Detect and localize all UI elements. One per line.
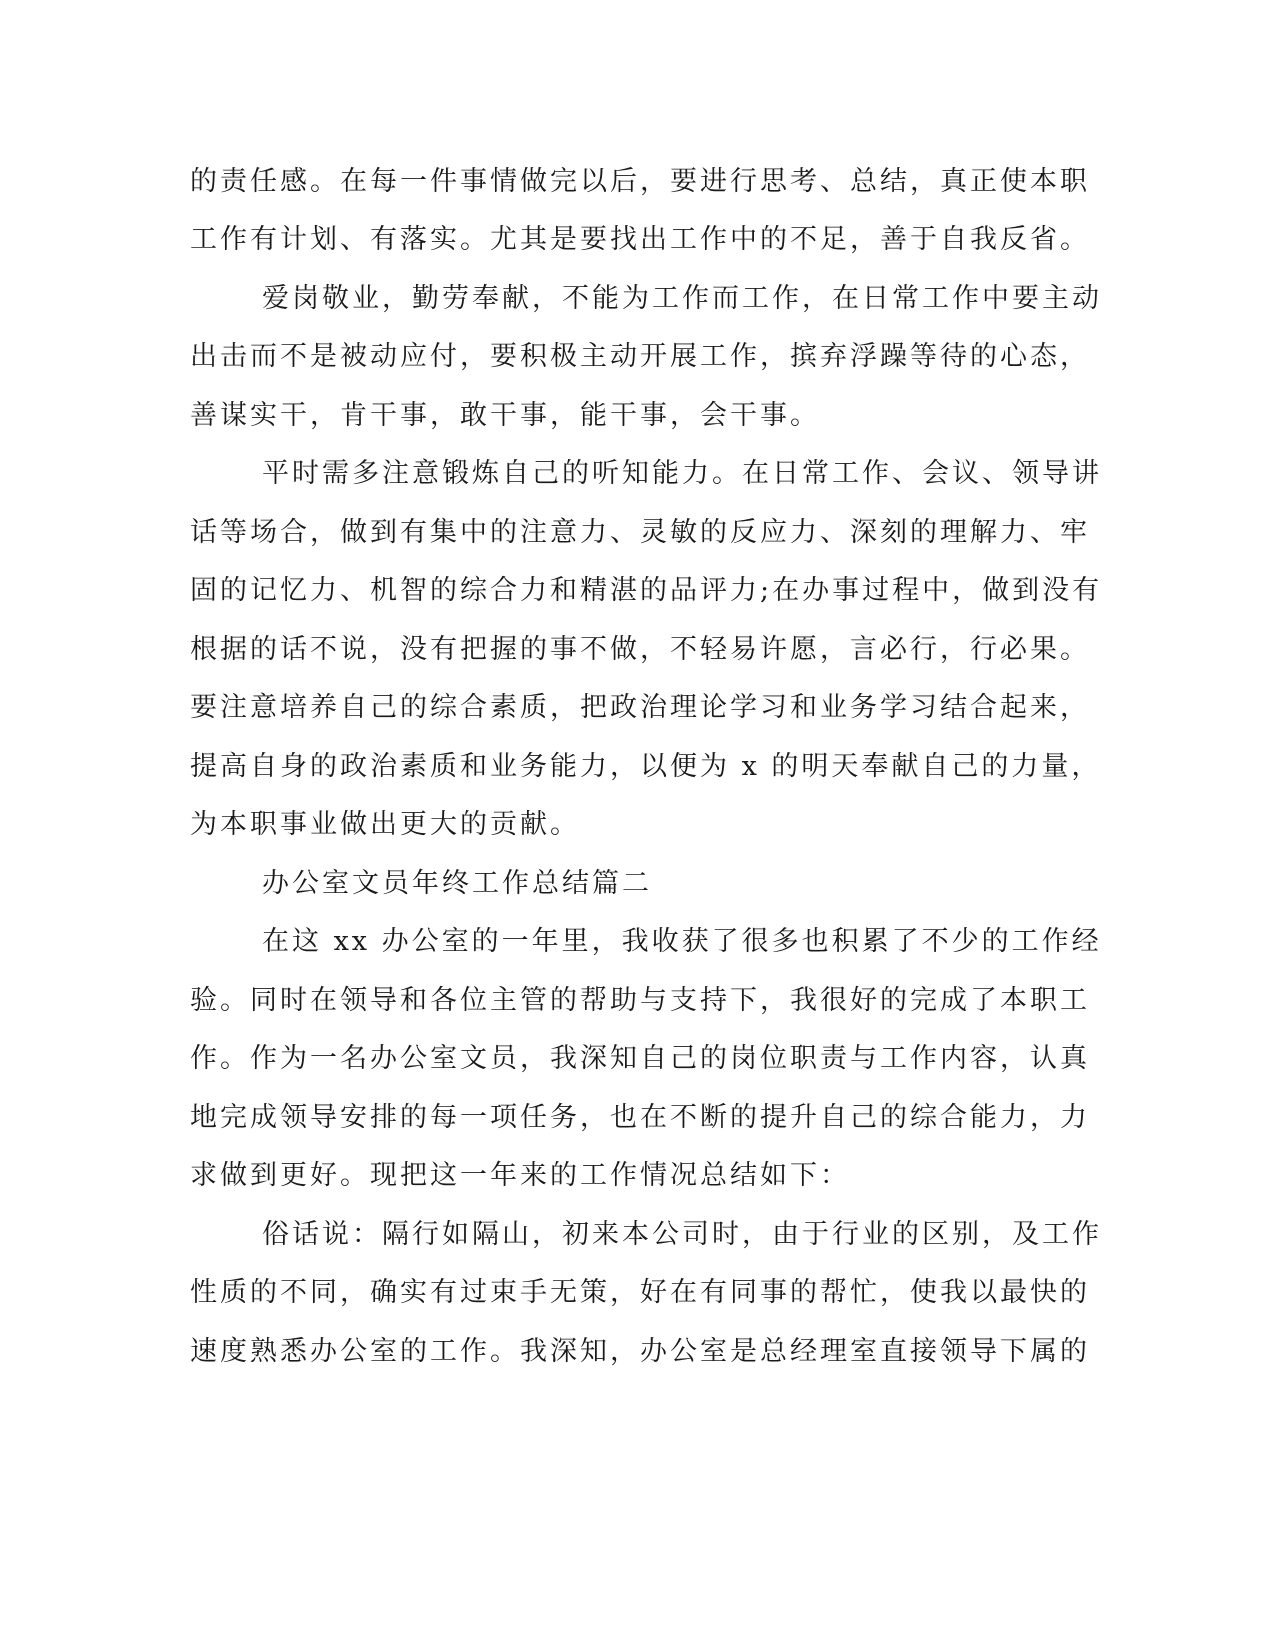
text-line: 话等场合，做到有集中的注意力、灵敏的反应力、深刻的理解力、牢 [190, 517, 1090, 548]
text-line: 为本职事业做出更大的贡献。 [190, 809, 580, 840]
text-line: 的责任感。在每一件事情做完以后，要进行思考、总结，真正使本职 [190, 166, 1090, 197]
text-line: 作。作为一名办公室文员，我深知自己的岗位职责与工作内容，认真 [190, 1043, 1090, 1074]
text-line: 根据的话不说，没有把握的事不做，不轻易许愿，言必行，行必果。 [190, 634, 1090, 665]
section-heading: 办公室文员年终工作总结篇二 [262, 868, 652, 899]
text-line: 要注意培养自己的综合素质，把政治理论学习和业务学习结合起来， [190, 692, 1090, 723]
text-line: 出击而不是被动应付，要积极主动开展工作，摈弃浮躁等待的心态， [190, 341, 1090, 372]
paragraph-first-line: 俗话说：隔行如隔山，初来本公司时，由于行业的区别，及工作 [262, 1219, 1102, 1250]
text-line: 求做到更好。现把这一年来的工作情况总结如下： [190, 1160, 850, 1191]
text-line: 验。同时在领导和各位主管的帮助与支持下，我很好的完成了本职工 [190, 985, 1090, 1016]
text-line: 固的记忆力、机智的综合力和精湛的品评力;在办事过程中，做到没有 [190, 575, 1103, 606]
text-line: 地完成领导安排的每一项任务，也在不断的提升自己的综合能力，力 [190, 1102, 1090, 1133]
text-line: 速度熟悉办公室的工作。我深知，办公室是总经理室直接领导下属的 [190, 1336, 1090, 1367]
paragraph-first-line: 在这 xx 办公室的一年里，我收获了很多也积累了不少的工作经 [262, 926, 1102, 957]
paragraph-first-line: 平时需多注意锻炼自己的听知能力。在日常工作、会议、领导讲 [262, 458, 1102, 489]
text-line: 提高自身的政治素质和业务能力，以便为 x 的明天奉献自己的力量， [190, 751, 1102, 782]
text-line: 性质的不同，确实有过束手无策，好在有同事的帮忙，使我以最快的 [190, 1277, 1090, 1308]
text-line: 工作有计划、有落实。尤其是要找出工作中的不足，善于自我反省。 [190, 224, 1090, 255]
text-line: 善谋实干，肯干事，敢干事，能干事，会干事。 [190, 400, 820, 431]
paragraph-first-line: 爱岗敬业，勤劳奉献，不能为工作而工作，在日常工作中要主动 [262, 283, 1102, 314]
